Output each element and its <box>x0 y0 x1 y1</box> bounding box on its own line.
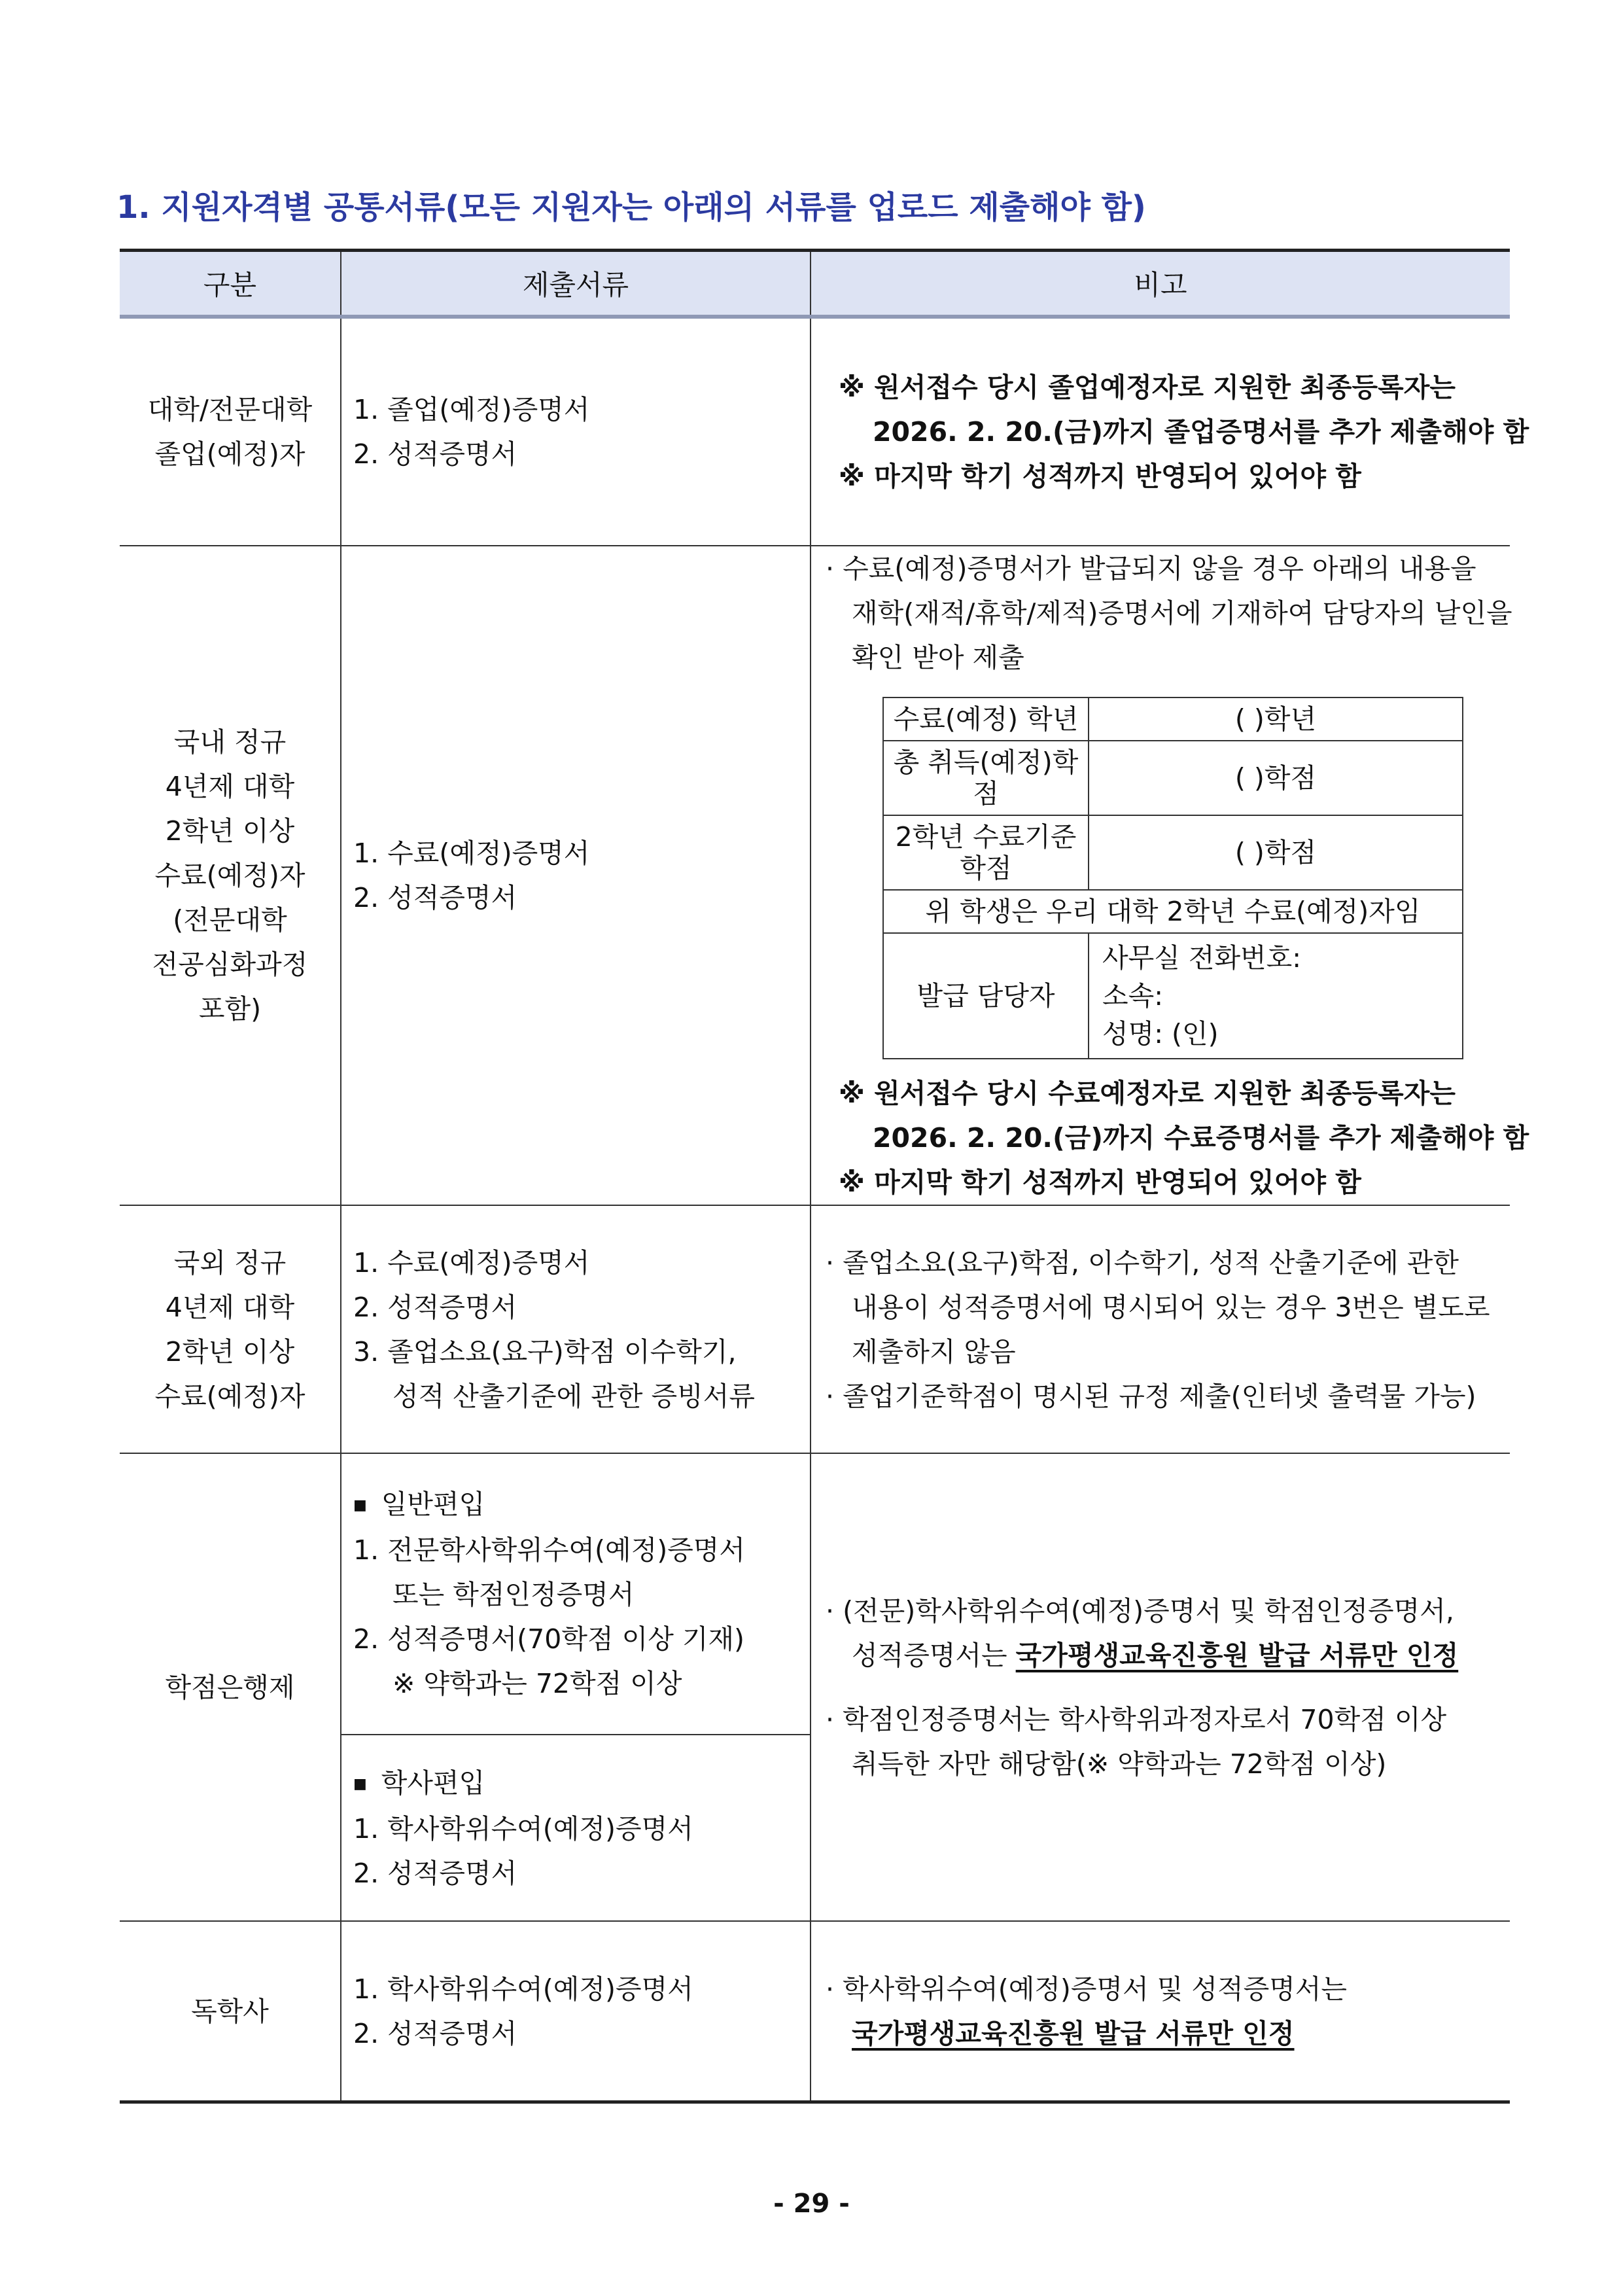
form-value: ( )학년 <box>1089 698 1463 741</box>
table-row <box>120 1205 1510 1453</box>
form-row <box>883 815 1463 890</box>
document-item: 1. 수료(예정)증명서 <box>353 838 590 869</box>
category-line: 4년제 대학 <box>165 1291 295 1323</box>
form-label: 2학년 수료기준학점 <box>883 815 1089 890</box>
document-item: 2. 성적증명서(70학점 이상 기재) <box>353 1623 745 1655</box>
header-category: 구분 <box>120 251 341 317</box>
document-item: 1. 졸업(예정)증명서 <box>353 394 590 425</box>
remark-line: · (전문)학사학위수여(예정)증명서 및 학점인정증명서, <box>826 1595 1454 1627</box>
documents-cell <box>341 1921 811 2102</box>
category-cell <box>120 546 341 1205</box>
remarks-cell <box>811 1205 1510 1453</box>
section-title: 1. 지원자격별 공통서류(모든 지원자는 아래의 서류를 업로드 제출해야 함) <box>116 189 1146 226</box>
remark-line: · 수료(예정)증명서가 발급되지 않을 경우 아래의 내용을 <box>826 553 1476 584</box>
underlined-emphasis: 국가평생교육진흥원 발급 서류만 인정 <box>1015 1639 1459 1671</box>
form-label: 수료(예정) 학년 <box>883 698 1089 741</box>
document-group-heading: ■ 학사편입 <box>353 1767 485 1799</box>
category-cell <box>120 1205 341 1453</box>
remark-line: 확인 받아 제출 <box>852 642 1024 673</box>
document-item: 또는 학점인정증명서 <box>393 1579 635 1610</box>
completion-form <box>882 697 1463 1059</box>
category-line: 포함) <box>198 993 262 1025</box>
form-row <box>883 741 1463 815</box>
page-number: - 29 - <box>773 2189 850 2219</box>
table-row <box>120 546 1510 1205</box>
form-value: ( )학점 <box>1089 815 1463 890</box>
documents-cell <box>341 1205 811 1453</box>
signer-field: 성명: (인) <box>1102 1018 1219 1050</box>
category-line: 2학년 이상 <box>165 815 295 847</box>
category-line: 수료(예정)자 <box>154 860 305 891</box>
signer-field: 소속: <box>1102 980 1164 1012</box>
document-item: ※ 약학과는 72학점 이상 <box>393 1668 682 1699</box>
header-remarks: 비고 <box>811 251 1510 317</box>
form-row <box>883 890 1463 933</box>
category-line: 국외 정규 <box>173 1246 287 1279</box>
documents-cell <box>341 1453 811 1735</box>
category-cell <box>120 1453 341 1921</box>
form-row <box>883 698 1463 741</box>
document-group-heading: ■ 일반편입 <box>353 1489 485 1520</box>
category-line: 2학년 이상 <box>165 1335 295 1368</box>
remark-line: ※ 원서접수 당시 졸업예정자로 지원한 최종등록자는 <box>839 372 1456 403</box>
category-line: 4년제 대학 <box>165 771 295 802</box>
remark-line: · 졸업기준학점이 명시된 규정 제출(인터넷 출력물 가능) <box>826 1380 1476 1412</box>
table-row <box>120 1921 1510 2102</box>
document-item: 2. 성적증명서 <box>353 2017 517 2049</box>
remark-line: ※ 마지막 학기 성적까지 반영되어 있어야 함 <box>839 461 1361 492</box>
remark-line: 취득한 자만 해당함(※ 약학과는 72학점 이상) <box>852 1748 1387 1780</box>
remark-line: 재학(재적/휴학/제적)증명서에 기재하여 담당자의 날인을 <box>852 597 1512 629</box>
documents-cell <box>341 317 811 546</box>
documents-cell <box>341 546 811 1205</box>
document-item: 1. 학사학위수여(예정)증명서 <box>353 1812 693 1845</box>
remarks-cell <box>811 1453 1510 1921</box>
remark-line: · 졸업소요(요구)학점, 이수학기, 성적 산출기준에 관한 <box>826 1246 1459 1279</box>
header-documents: 제출서류 <box>341 251 811 317</box>
remark-line: 성적증명서는 국가평생교육진흥원 발급 서류만 인정 <box>852 1639 1459 1671</box>
document-item: 1. 수료(예정)증명서 <box>353 1246 590 1279</box>
table-header-row <box>120 251 1510 317</box>
form-row <box>883 933 1463 1059</box>
remark-line <box>826 2011 1499 2056</box>
signer-field: 사무실 전화번호: <box>1102 942 1302 974</box>
category-line: (전문대학 <box>173 904 287 936</box>
square-bullet-icon: ■ <box>353 1775 367 1792</box>
category-line: 대학/전문대학 <box>147 394 313 425</box>
category-line: 독학사 <box>191 1995 269 2027</box>
remark-line: ※ 마지막 학기 성적까지 반영되어 있어야 함 <box>839 1167 1361 1198</box>
form-signer-label: 발급 담당자 <box>883 933 1089 1059</box>
remarks-cell <box>811 546 1529 1205</box>
remark-line: ※ 원서접수 당시 수료예정자로 지원한 최종등록자는 <box>839 1078 1456 1109</box>
document-item: 2. 성적증명서 <box>353 1291 517 1323</box>
category-line: 졸업(예정)자 <box>154 438 305 470</box>
form-value: ( )학점 <box>1089 741 1463 815</box>
category-line: 수료(예정)자 <box>154 1380 305 1412</box>
category-line: 국내 정규 <box>173 726 287 758</box>
documents-cell <box>341 1735 811 1921</box>
document-item: 2. 성적증명서 <box>353 438 517 470</box>
underlined-emphasis: 국가평생교육진흥원 발급 서류만 인정 <box>852 2017 1295 2049</box>
document-item: 1. 학사학위수여(예정)증명서 <box>353 1973 693 2005</box>
table-row <box>120 1453 1510 1735</box>
document-item: 2. 성적증명서 <box>353 1857 517 1889</box>
document-item: 성적 산출기준에 관한 증빙서류 <box>393 1380 755 1412</box>
remark-line: 내용이 성적증명서에 명시되어 있는 경우 3번은 별도로 <box>852 1291 1490 1323</box>
document-item: 2. 성적증명서 <box>353 882 517 913</box>
remark-line: · 학사학위수여(예정)증명서 및 성적증명서는 <box>826 1973 1348 2005</box>
category-line: 전공심화과정 <box>152 949 308 980</box>
form-signer-fields <box>1089 933 1463 1059</box>
category-cell <box>120 317 341 546</box>
remark-line: 2026. 2. 20.(금)까지 수료증명서를 추가 제출해야 함 <box>873 1122 1529 1154</box>
table-row <box>120 317 1510 546</box>
remark-line: 2026. 2. 20.(금)까지 졸업증명서를 추가 제출해야 함 <box>873 416 1529 448</box>
document-item: 3. 졸업소요(요구)학점 이수학기, <box>353 1335 737 1368</box>
category-cell <box>120 1921 341 2102</box>
remarks-cell <box>811 1921 1510 2102</box>
documents-table <box>120 249 1529 2104</box>
square-bullet-icon: ■ <box>353 1497 367 1513</box>
form-label: 총 취득(예정)학점 <box>883 741 1089 815</box>
document-item: 1. 전문학사학위수여(예정)증명서 <box>353 1534 746 1566</box>
remarks-cell <box>811 317 1529 546</box>
category-line: 학점은행제 <box>165 1671 295 1703</box>
form-statement: 위 학생은 우리 대학 2학년 수료(예정)자임 <box>883 890 1463 933</box>
remark-line: 제출하지 않음 <box>852 1335 1016 1368</box>
remark-line: · 학점인정증명서는 학사학위과정자로서 70학점 이상 <box>826 1703 1447 1735</box>
